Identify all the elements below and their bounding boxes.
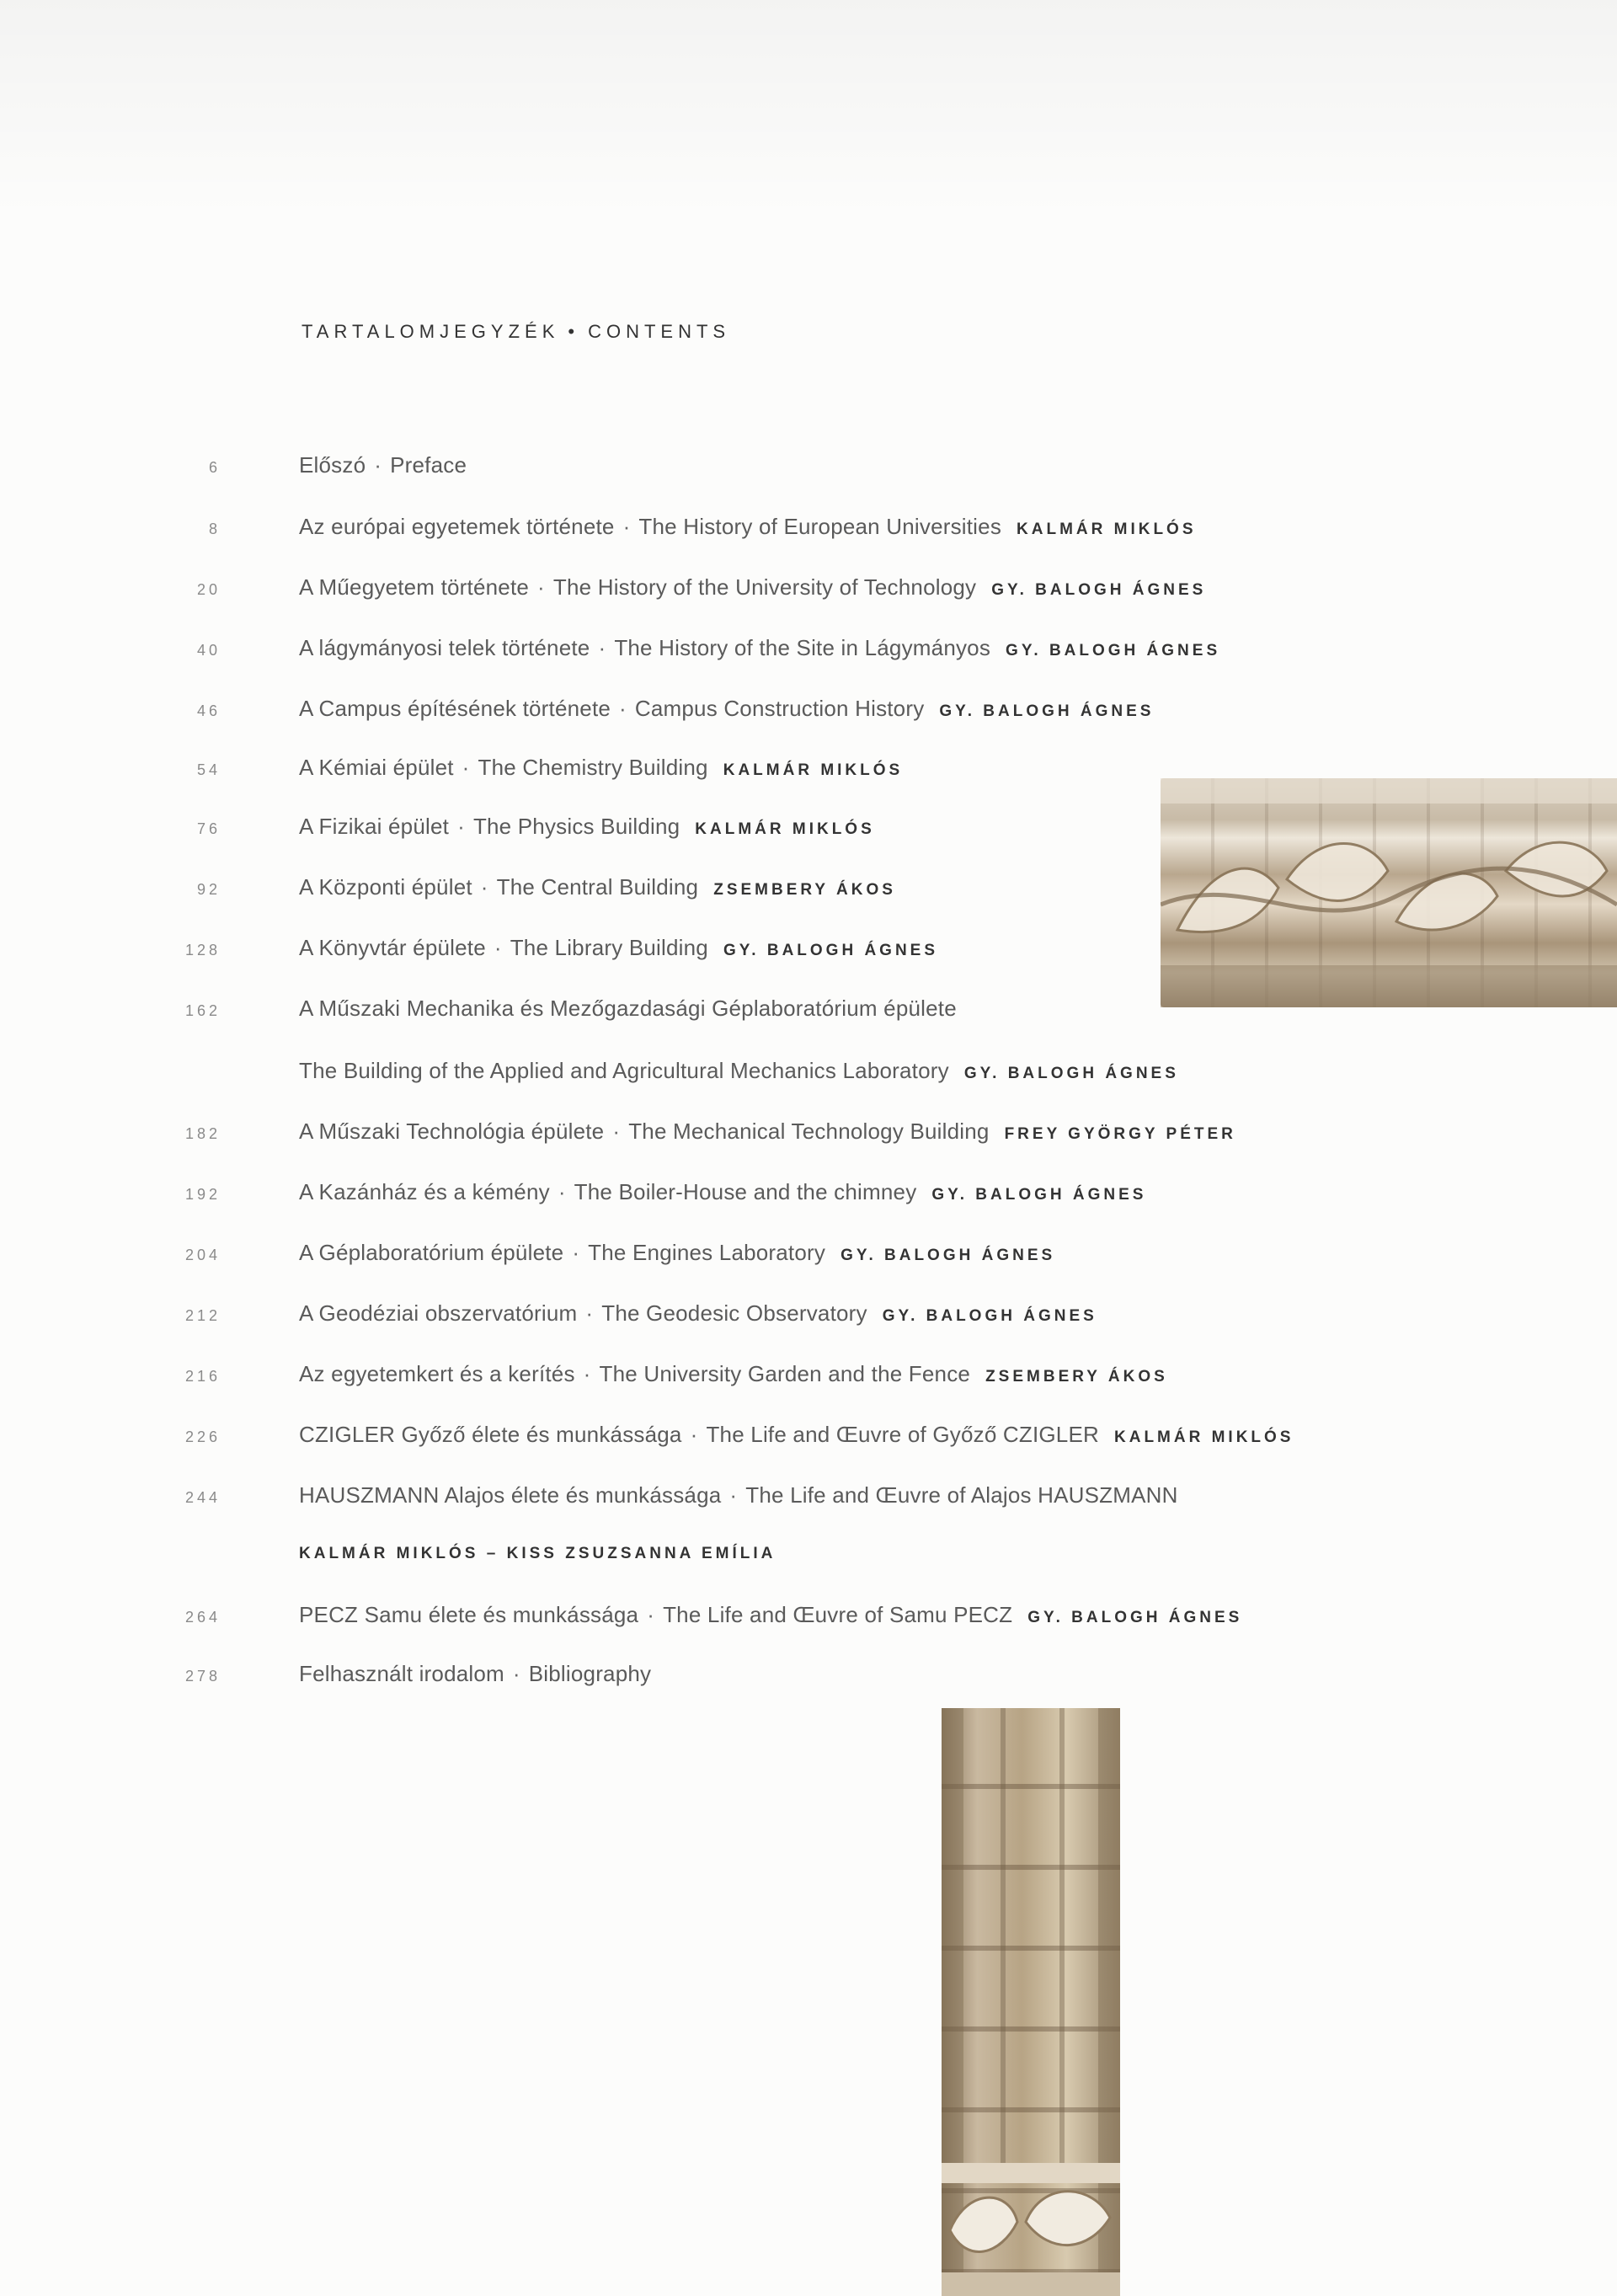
title-english: The Physics Building (472, 814, 680, 839)
title-hungarian: A Fizikai épület (299, 814, 450, 839)
title-hungarian: HAUSZMANN Alajos élete és munkássága (299, 1482, 722, 1508)
author: GY. BALOGH ÁGNES (1027, 1609, 1243, 1626)
title-english: The University Garden and the Fence (599, 1361, 971, 1386)
heading-hungarian: TARTALOMJEGYZÉK (302, 321, 560, 342)
author: KALMÁR MIKLÓS (1017, 521, 1197, 538)
page-number: 278 (184, 1668, 221, 1685)
title-hungarian: A Kazánház és a kémény (299, 1179, 550, 1204)
title-english: The Life and Œuvre of Győző CZIGLER (706, 1422, 1099, 1447)
author: GY. BALOGH ÁGNES (963, 1065, 1179, 1082)
separator: · (457, 814, 465, 839)
title-hungarian: Az egyetemkert és a kerítés (299, 1361, 575, 1386)
author: KALMÁR MIKLÓS (695, 820, 875, 838)
separator: · (647, 1602, 655, 1627)
page-number: 76 (196, 820, 221, 837)
title-english: The Building of the Applied and Agricultural Mechanics Laboratory (299, 1058, 949, 1083)
page-number: 192 (184, 1186, 221, 1203)
author: KALMÁR MIKLÓS (723, 761, 904, 779)
title-english: The Engines Laboratory (588, 1240, 826, 1265)
separator: · (622, 514, 631, 539)
page-number: 212 (184, 1307, 221, 1324)
author: KALMÁR MIKLÓS (1114, 1428, 1294, 1446)
page-number: 92 (196, 881, 221, 898)
heading-dot: • (568, 321, 580, 342)
page-number: 128 (184, 942, 221, 958)
title-hungarian: A Műszaki Technológia épülete (299, 1119, 605, 1144)
author: GY. BALOGH ÁGNES (841, 1247, 1056, 1264)
title-english: The Mechanical Technology Building (628, 1119, 990, 1144)
author: GY. BALOGH ÁGNES (723, 942, 939, 959)
stone-column-photo (942, 1708, 1120, 2296)
title-english: The Geodesic Observatory (601, 1300, 867, 1326)
page-number: 216 (184, 1368, 221, 1385)
separator: · (512, 1661, 520, 1686)
page-number: 6 (208, 459, 221, 476)
title-english: The Life and Œuvre of Samu PECZ (663, 1602, 1013, 1627)
title-hungarian: A Campus építésének története (299, 696, 611, 721)
title-hungarian: A Műszaki Mechanika és Mezőgazdasági Géplaboratórium épülete (299, 996, 957, 1021)
title-hungarian: PECZ Samu élete és munkássága (299, 1602, 639, 1627)
title-hungarian: CZIGLER Győző élete és munkássága (299, 1422, 682, 1447)
title-hungarian: A lágymányosi telek története (299, 635, 590, 660)
title-english: The Central Building (496, 874, 699, 900)
author: GY. BALOGH ÁGNES (882, 1307, 1097, 1325)
heading-english: CONTENTS (588, 321, 731, 342)
title-english: The Boiler-House and the chimney (574, 1179, 917, 1204)
title-english: The History of the Site in Lágymányos (614, 635, 991, 660)
separator: · (462, 755, 470, 780)
author: ZSEMBERY ÁKOS (713, 881, 896, 899)
title-hungarian: A Geodéziai obszervatórium (299, 1300, 578, 1326)
separator: · (537, 574, 545, 600)
author: GY. BALOGH ÁGNES (931, 1186, 1147, 1204)
author: GY. BALOGH ÁGNES (939, 702, 1155, 720)
page-number: 20 (196, 581, 221, 598)
separator: · (558, 1179, 566, 1204)
title-english: The History of the University of Technology (552, 574, 977, 600)
separator: · (480, 874, 488, 900)
separator: · (598, 635, 606, 660)
title-english: Preface (390, 452, 467, 478)
page-number: 54 (196, 761, 221, 778)
page-heading (302, 321, 730, 343)
page-number: 162 (184, 1002, 221, 1019)
page-number: 204 (184, 1247, 221, 1263)
title-hungarian: A Könyvtár épülete (299, 935, 486, 960)
author: GY. BALOGH ÁGNES (1006, 642, 1221, 659)
separator: · (619, 696, 627, 721)
author: KALMÁR MIKLÓS – KISS ZSUZSANNA EMÍLIA (299, 1545, 776, 1562)
title-hungarian: Előszó (299, 452, 366, 478)
separator: · (494, 935, 502, 960)
title-hungarian: Az európai egyetemek története (299, 514, 615, 539)
title-english: The Life and Œuvre of Alajos HAUSZMANN (745, 1482, 1178, 1508)
title-english: The Chemistry Building (478, 755, 708, 780)
page-number: 264 (184, 1609, 221, 1626)
frieze-ornament-icon (1161, 778, 1617, 1007)
separator: · (374, 452, 382, 478)
title-hungarian: A Műegyetem története (299, 574, 530, 600)
title-hungarian: A Kémiai épület (299, 755, 454, 780)
title-english: Bibliography (528, 1661, 652, 1686)
page-number: 46 (196, 702, 221, 719)
separator: · (572, 1240, 580, 1265)
separator: · (583, 1361, 591, 1386)
author: FREY GYÖRGY PÉTER (1004, 1125, 1236, 1143)
stone-frieze-photo (1161, 778, 1617, 1007)
title-english: Campus Construction History (634, 696, 925, 721)
title-hungarian: Felhasznált irodalom (299, 1661, 504, 1686)
page-number: 182 (184, 1125, 221, 1142)
separator: · (690, 1422, 698, 1447)
title-hungarian: A Központi épület (299, 874, 472, 900)
column-ornament-icon (942, 1708, 1120, 2296)
title-english: The History of European Universities (638, 514, 1002, 539)
page-number: 40 (196, 642, 221, 659)
page-number: 8 (208, 521, 221, 537)
title-hungarian: A Géplaboratórium épülete (299, 1240, 564, 1265)
separator: · (729, 1482, 738, 1508)
page-number: 226 (184, 1428, 221, 1445)
title-english: The Library Building (510, 935, 708, 960)
separator: · (612, 1119, 621, 1144)
page-number: 244 (184, 1489, 221, 1506)
page-shadow (0, 0, 1617, 219)
author: ZSEMBERY ÁKOS (985, 1368, 1168, 1386)
author: GY. BALOGH ÁGNES (991, 581, 1207, 599)
separator: · (585, 1300, 594, 1326)
